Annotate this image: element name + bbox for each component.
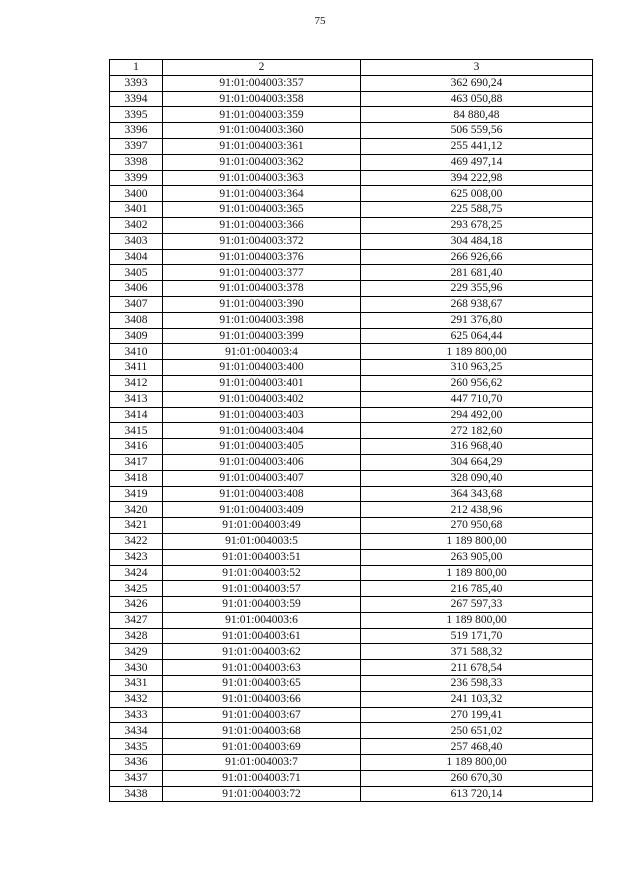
table-row [110, 249, 593, 265]
value-cell: 469 497,14 [361, 154, 593, 170]
row-number-cell: 3414 [110, 407, 163, 423]
value-cell: 270 199,41 [361, 707, 593, 723]
cadastral-number-cell: 91:01:004003:59 [163, 597, 361, 613]
row-number-cell: 3407 [110, 296, 163, 312]
row-number-cell: 3401 [110, 202, 163, 218]
value-cell: 1 189 800,00 [361, 612, 593, 628]
cadastral-number-cell: 91:01:004003:362 [163, 154, 361, 170]
value-cell: 267 597,33 [361, 597, 593, 613]
row-number-cell: 3434 [110, 723, 163, 739]
row-number-cell: 3432 [110, 691, 163, 707]
row-number-cell: 3420 [110, 502, 163, 518]
cadastral-number-cell: 91:01:004003:51 [163, 549, 361, 565]
cadastral-number-cell: 91:01:004003:390 [163, 296, 361, 312]
row-number-cell: 3402 [110, 217, 163, 233]
cadastral-number-cell: 91:01:004003:359 [163, 107, 361, 123]
value-cell: 625 064,44 [361, 328, 593, 344]
row-number-cell: 3411 [110, 360, 163, 376]
value-cell: 293 678,25 [361, 217, 593, 233]
table-row [110, 454, 593, 470]
row-number-cell: 3416 [110, 439, 163, 455]
row-number-cell: 3417 [110, 454, 163, 470]
value-cell: 1 189 800,00 [361, 755, 593, 771]
header-cell-col2: 2 [163, 60, 361, 76]
row-number-cell: 3422 [110, 533, 163, 549]
table-row [110, 676, 593, 692]
table-row [110, 154, 593, 170]
row-number-cell: 3435 [110, 739, 163, 755]
row-number-cell: 3430 [110, 660, 163, 676]
table-row [110, 755, 593, 771]
cadastral-number-cell: 91:01:004003:407 [163, 470, 361, 486]
row-number-cell: 3393 [110, 75, 163, 91]
value-cell: 211 678,54 [361, 660, 593, 676]
row-number-cell: 3424 [110, 565, 163, 581]
table-row [110, 407, 593, 423]
value-cell: 328 090,40 [361, 470, 593, 486]
cadastral-number-cell: 91:01:004003:406 [163, 454, 361, 470]
cadastral-number-cell: 91:01:004003:7 [163, 755, 361, 771]
table-row [110, 328, 593, 344]
table-row [110, 186, 593, 202]
cadastral-number-cell: 91:01:004003:5 [163, 533, 361, 549]
row-number-cell: 3428 [110, 628, 163, 644]
row-number-cell: 3413 [110, 391, 163, 407]
value-cell: 310 963,25 [361, 360, 593, 376]
table-row [110, 486, 593, 502]
table-row [110, 391, 593, 407]
table-body [110, 75, 593, 802]
value-cell: 394 222,98 [361, 170, 593, 186]
value-cell: 294 492,00 [361, 407, 593, 423]
row-number-cell: 3431 [110, 676, 163, 692]
value-cell: 362 690,24 [361, 75, 593, 91]
table-row [110, 660, 593, 676]
table-row [110, 770, 593, 786]
row-number-cell: 3423 [110, 549, 163, 565]
table-row [110, 691, 593, 707]
table-row [110, 533, 593, 549]
row-number-cell: 3426 [110, 597, 163, 613]
cadastral-number-cell: 91:01:004003:72 [163, 786, 361, 802]
row-number-cell: 3396 [110, 123, 163, 139]
table-row [110, 170, 593, 186]
table-row [110, 91, 593, 107]
cadastral-number-cell: 91:01:004003:62 [163, 644, 361, 660]
cadastral-number-cell: 91:01:004003:401 [163, 375, 361, 391]
table-row [110, 265, 593, 281]
header-cell-col1: 1 [110, 60, 163, 76]
data-table [109, 59, 593, 802]
row-number-cell: 3399 [110, 170, 163, 186]
value-cell: 225 588,75 [361, 202, 593, 218]
cadastral-number-cell: 91:01:004003:52 [163, 565, 361, 581]
row-number-cell: 3437 [110, 770, 163, 786]
cadastral-number-cell: 91:01:004003:358 [163, 91, 361, 107]
value-cell: 268 938,67 [361, 296, 593, 312]
value-cell: 463 050,88 [361, 91, 593, 107]
table-row [110, 707, 593, 723]
value-cell: 270 950,68 [361, 518, 593, 534]
table-row [110, 344, 593, 360]
cadastral-number-cell: 91:01:004003:49 [163, 518, 361, 534]
table-row [110, 723, 593, 739]
value-cell: 1 189 800,00 [361, 344, 593, 360]
value-cell: 1 189 800,00 [361, 565, 593, 581]
cadastral-number-cell: 91:01:004003:357 [163, 75, 361, 91]
cadastral-number-cell: 91:01:004003:378 [163, 281, 361, 297]
value-cell: 84 880,48 [361, 107, 593, 123]
row-number-cell: 3415 [110, 423, 163, 439]
value-cell: 216 785,40 [361, 581, 593, 597]
value-cell: 260 670,30 [361, 770, 593, 786]
table-row [110, 644, 593, 660]
table-row [110, 739, 593, 755]
value-cell: 625 008,00 [361, 186, 593, 202]
value-cell: 316 968,40 [361, 439, 593, 455]
cadastral-number-cell: 91:01:004003:6 [163, 612, 361, 628]
row-number-cell: 3403 [110, 233, 163, 249]
table-row [110, 628, 593, 644]
cadastral-number-cell: 91:01:004003:404 [163, 423, 361, 439]
table-row [110, 123, 593, 139]
cadastral-number-cell: 91:01:004003:405 [163, 439, 361, 455]
cadastral-number-cell: 91:01:004003:400 [163, 360, 361, 376]
cadastral-number-cell: 91:01:004003:376 [163, 249, 361, 265]
table-row [110, 549, 593, 565]
value-cell: 281 681,40 [361, 265, 593, 281]
cadastral-number-cell: 91:01:004003:398 [163, 312, 361, 328]
cadastral-number-cell: 91:01:004003:403 [163, 407, 361, 423]
value-cell: 260 956,62 [361, 375, 593, 391]
row-number-cell: 3412 [110, 375, 163, 391]
value-cell: 304 664,29 [361, 454, 593, 470]
value-cell: 506 559,56 [361, 123, 593, 139]
table-row [110, 138, 593, 154]
value-cell: 272 182,60 [361, 423, 593, 439]
row-number-cell: 3429 [110, 644, 163, 660]
cadastral-number-cell: 91:01:004003:63 [163, 660, 361, 676]
value-cell: 291 376,80 [361, 312, 593, 328]
page-number: 75 [314, 15, 326, 27]
row-number-cell: 3425 [110, 581, 163, 597]
cadastral-number-cell: 91:01:004003:65 [163, 676, 361, 692]
row-number-cell: 3398 [110, 154, 163, 170]
row-number-cell: 3433 [110, 707, 163, 723]
table-row [110, 107, 593, 123]
table-row [110, 518, 593, 534]
row-number-cell: 3409 [110, 328, 163, 344]
row-number-cell: 3421 [110, 518, 163, 534]
value-cell: 519 171,70 [361, 628, 593, 644]
value-cell: 229 355,96 [361, 281, 593, 297]
row-number-cell: 3410 [110, 344, 163, 360]
table-row [110, 786, 593, 802]
value-cell: 364 343,68 [361, 486, 593, 502]
row-number-cell: 3408 [110, 312, 163, 328]
table-row [110, 502, 593, 518]
table-row [110, 296, 593, 312]
table-row [110, 360, 593, 376]
value-cell: 250 651,02 [361, 723, 593, 739]
cadastral-number-cell: 91:01:004003:66 [163, 691, 361, 707]
value-cell: 236 598,33 [361, 676, 593, 692]
row-number-cell: 3404 [110, 249, 163, 265]
cadastral-number-cell: 91:01:004003:372 [163, 233, 361, 249]
row-number-cell: 3394 [110, 91, 163, 107]
table-row [110, 281, 593, 297]
value-cell: 263 905,00 [361, 549, 593, 565]
value-cell: 371 588,32 [361, 644, 593, 660]
table-row [110, 565, 593, 581]
row-number-cell: 3418 [110, 470, 163, 486]
row-number-cell: 3438 [110, 786, 163, 802]
value-cell: 241 103,32 [361, 691, 593, 707]
value-cell: 447 710,70 [361, 391, 593, 407]
table-header-row [110, 60, 593, 76]
table-row [110, 312, 593, 328]
value-cell: 257 468,40 [361, 739, 593, 755]
value-cell: 613 720,14 [361, 786, 593, 802]
cadastral-number-cell: 91:01:004003:57 [163, 581, 361, 597]
value-cell: 266 926,66 [361, 249, 593, 265]
row-number-cell: 3405 [110, 265, 163, 281]
value-cell: 255 441,12 [361, 138, 593, 154]
cadastral-number-cell: 91:01:004003:363 [163, 170, 361, 186]
cadastral-number-cell: 91:01:004003:68 [163, 723, 361, 739]
row-number-cell: 3406 [110, 281, 163, 297]
cadastral-number-cell: 91:01:004003:399 [163, 328, 361, 344]
row-number-cell: 3419 [110, 486, 163, 502]
row-number-cell: 3397 [110, 138, 163, 154]
cadastral-number-cell: 91:01:004003:71 [163, 770, 361, 786]
cadastral-number-cell: 91:01:004003:409 [163, 502, 361, 518]
cadastral-number-cell: 91:01:004003:361 [163, 138, 361, 154]
header-cell-col3: 3 [361, 60, 593, 76]
table-row [110, 75, 593, 91]
cadastral-number-cell: 91:01:004003:366 [163, 217, 361, 233]
row-number-cell: 3427 [110, 612, 163, 628]
row-number-cell: 3395 [110, 107, 163, 123]
cadastral-number-cell: 91:01:004003:408 [163, 486, 361, 502]
cadastral-number-cell: 91:01:004003:402 [163, 391, 361, 407]
row-number-cell: 3436 [110, 755, 163, 771]
cadastral-number-cell: 91:01:004003:61 [163, 628, 361, 644]
table-row [110, 423, 593, 439]
value-cell: 1 189 800,00 [361, 533, 593, 549]
table-row [110, 375, 593, 391]
cadastral-number-cell: 91:01:004003:377 [163, 265, 361, 281]
value-cell: 212 438,96 [361, 502, 593, 518]
cadastral-number-cell: 91:01:004003:364 [163, 186, 361, 202]
value-cell: 304 484,18 [361, 233, 593, 249]
table-row [110, 470, 593, 486]
table-row [110, 597, 593, 613]
cadastral-number-cell: 91:01:004003:67 [163, 707, 361, 723]
table-row [110, 233, 593, 249]
cadastral-number-cell: 91:01:004003:360 [163, 123, 361, 139]
table-row [110, 202, 593, 218]
cadastral-number-cell: 91:01:004003:69 [163, 739, 361, 755]
cadastral-number-cell: 91:01:004003:4 [163, 344, 361, 360]
cadastral-number-cell: 91:01:004003:365 [163, 202, 361, 218]
table-row [110, 439, 593, 455]
table-row [110, 581, 593, 597]
table-row [110, 217, 593, 233]
row-number-cell: 3400 [110, 186, 163, 202]
table-row [110, 612, 593, 628]
